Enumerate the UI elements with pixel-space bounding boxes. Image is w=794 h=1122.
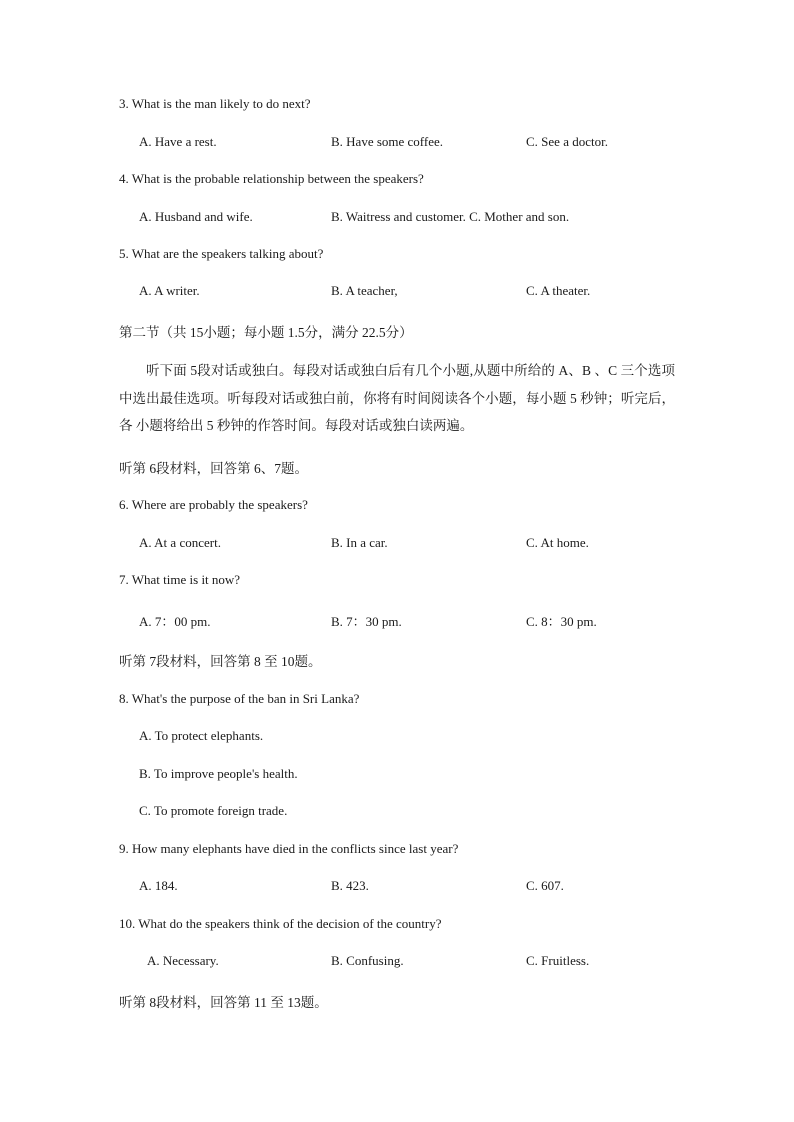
- q10-option-a: A. Necessary.: [147, 953, 219, 968]
- question-6: 6. Where are probably the speakers?: [119, 497, 308, 512]
- q7-option-a: A. 7：00 pm.: [139, 614, 211, 629]
- q9-option-a: A. 184.: [139, 878, 178, 893]
- q10-option-b: B. Confusing.: [331, 953, 404, 968]
- q4-option-b-c: B. Waitress and customer. C. Mother and son.: [331, 209, 570, 224]
- q3-option-c: C. See a doctor.: [526, 134, 608, 149]
- q4-option-a: A. Husband and wife.: [139, 209, 253, 224]
- q6-option-c: C. At home.: [526, 535, 589, 550]
- part-6-instruction: 听第 6段材料，回答第 6、7题。: [119, 461, 308, 476]
- q10-option-c: C. Fruitless.: [526, 953, 590, 968]
- q8-option-c: C. To promote foreign trade.: [139, 803, 288, 818]
- q6-option-a: A. At a concert.: [139, 535, 221, 550]
- section-2-heading: 第二节（共 15小题；每小题 1.5分，满分 22.5分）: [119, 325, 413, 340]
- question-3: 3. What is the man likely to do next?: [119, 96, 311, 111]
- q9-option-c: C. 607.: [526, 878, 564, 893]
- q5-option-a: A. A writer.: [139, 283, 200, 298]
- q7-option-b: B. 7：30 pm.: [331, 614, 402, 629]
- q5-option-c: C. A theater.: [526, 283, 591, 298]
- part-7-instruction: 听第 7段材料，回答第 8 至 10题。: [119, 654, 322, 669]
- part-8-instruction: 听第 8段材料，回答第 11 至 13题。: [119, 995, 328, 1010]
- question-4: 4. What is the probable relationship between the speakers?: [119, 171, 424, 186]
- q6-option-b: B. In a car.: [331, 535, 388, 550]
- q5-option-b: B. A teacher,: [331, 283, 398, 298]
- q8-option-a: A. To protect elephants.: [139, 728, 264, 743]
- question-8: 8. What's the purpose of the ban in Sri Lanka?: [119, 691, 360, 706]
- q9-option-b: B. 423.: [331, 878, 369, 893]
- q3-option-b: B. Have some coffee.: [331, 134, 444, 149]
- question-7: 7. What time is it now?: [119, 572, 241, 587]
- question-9: 9. How many elephants have died in the conflicts since last year?: [119, 841, 459, 856]
- question-5: 5. What are the speakers talking about?: [119, 246, 324, 261]
- q8-option-b: B. To improve people's health.: [139, 766, 298, 781]
- q7-option-c: C. 8：30 pm.: [526, 614, 597, 629]
- question-10: 10. What do the speakers think of the decision of the country?: [119, 916, 442, 931]
- section-2-instructions: 听下面 5段对话或独白。每段对话或独白后有几个小题,从题中所给的 A、B 、C 三个选项 中选出最佳选项。听每段对话或独白前，你将有时间阅读各个小题，每小题 5 秒钟；听完后，各 小题将给出 5 秒钟的作答时间。每段对话或独白读两遍。: [119, 363, 675, 433]
- q3-option-a: A. Have a rest.: [139, 134, 217, 149]
